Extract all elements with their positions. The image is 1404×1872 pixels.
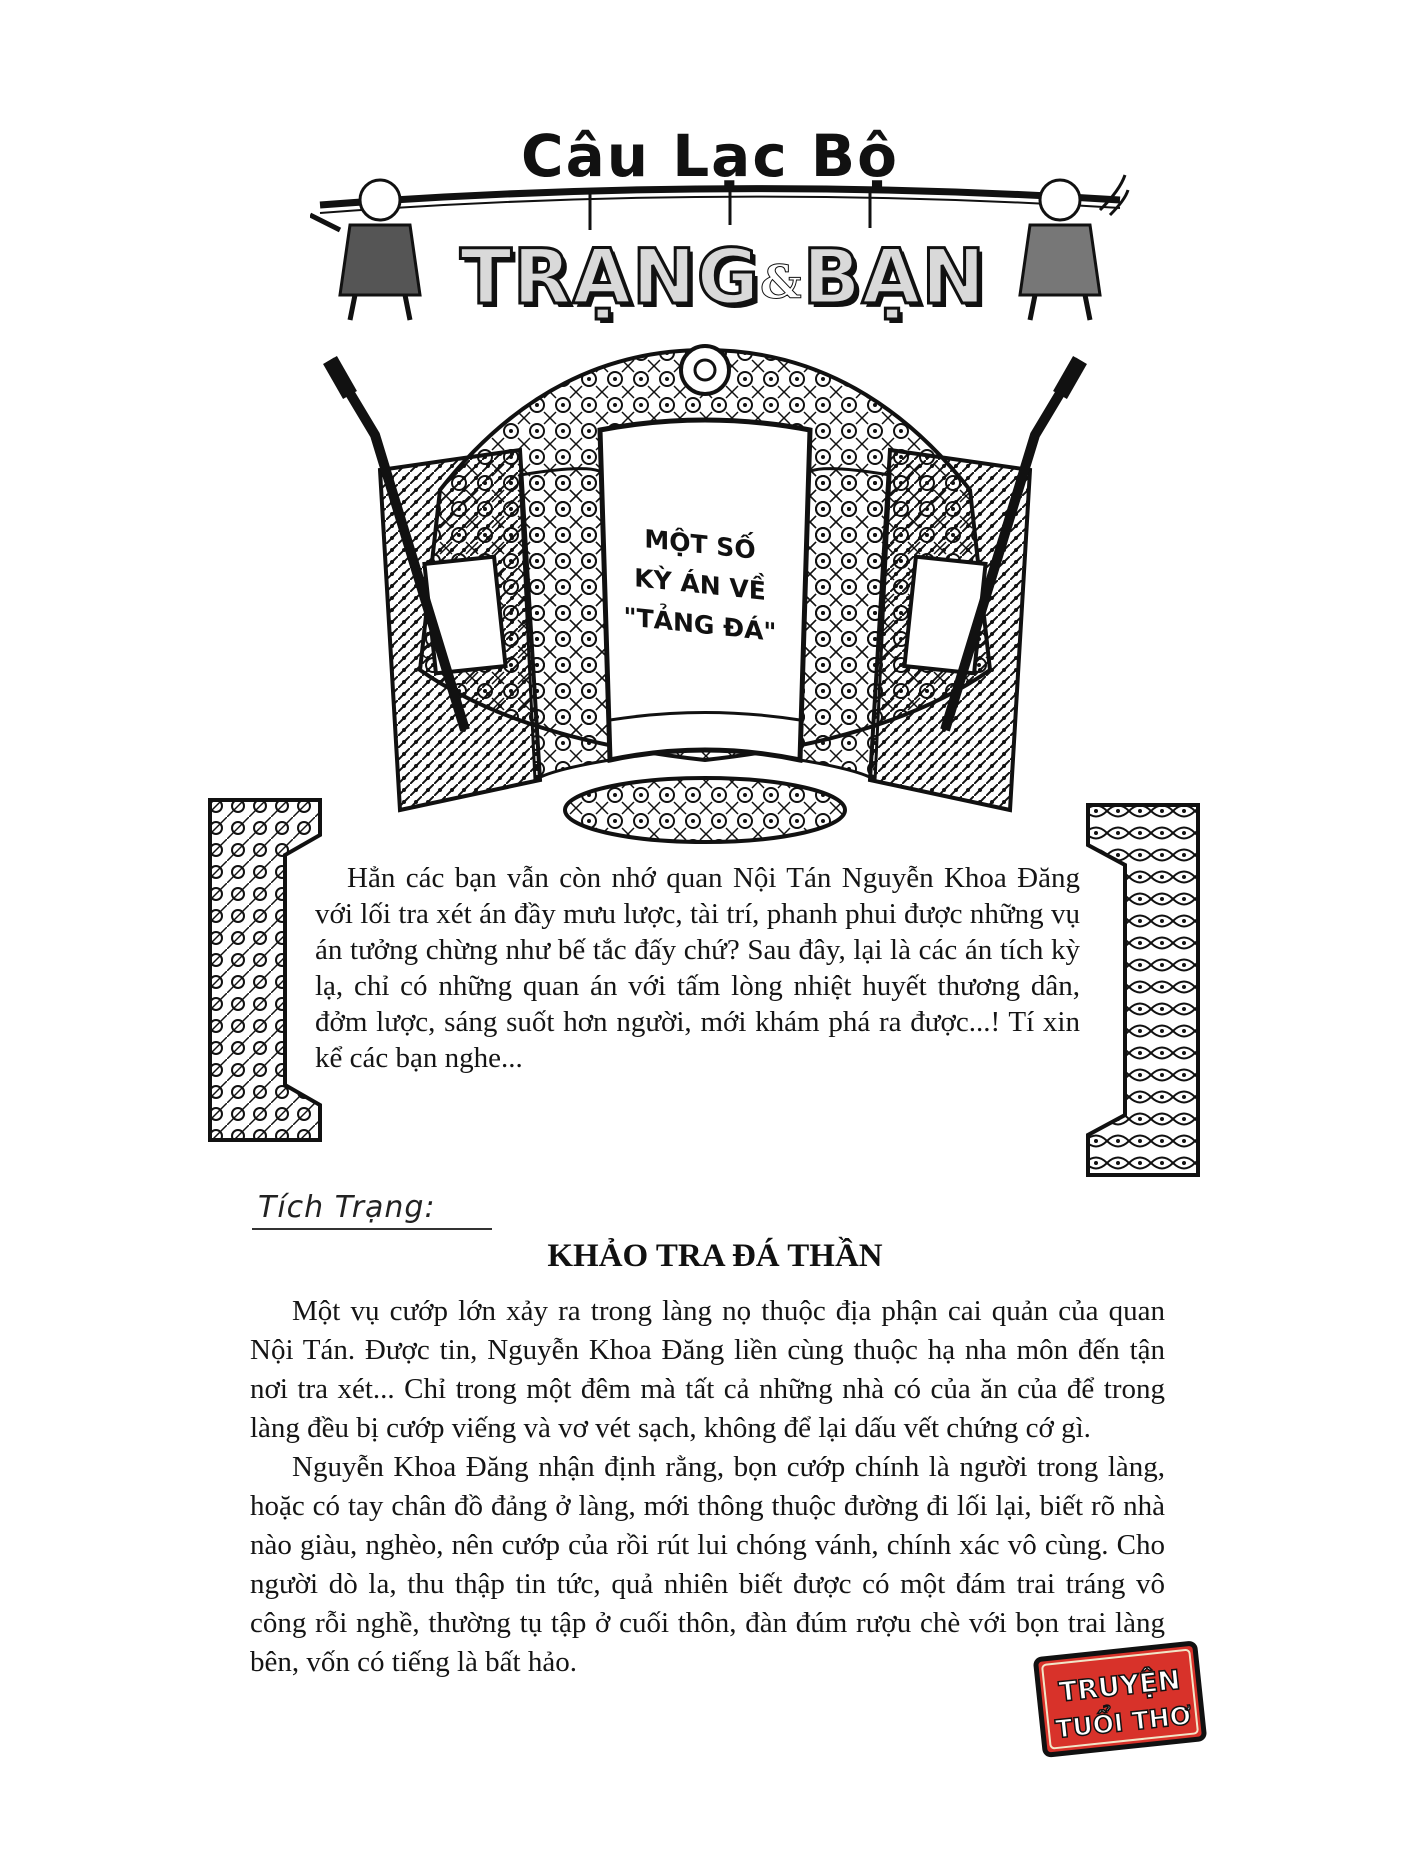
intro-paragraph [315, 860, 1080, 1076]
truyen-tuoi-tho-logo [1031, 1636, 1211, 1761]
story-paragraph-1: Một vụ cướp lớn xảy ra trong làng nọ thuộc địa phận cai quản của quan Nội Tán. Được tin, Nguyễn Khoa Đăng liền cùng thuộc hạ nha môn đến tận nơi tra xét... Chỉ trong một đêm mà tất cả những nhà có của ăn của để trong làng đều bị cướp viếng và vơ vét sạch, không để lại dấu vết chứng cớ gì. [250, 1295, 1165, 1444]
emblem-line-2: KỲ ÁN VỀ [634, 563, 766, 606]
story-body [250, 1292, 1165, 1682]
section-label-underline [252, 1228, 492, 1230]
watermark-line-1: TRUYỆN [1057, 1664, 1182, 1709]
right-ornamental-panel [1085, 800, 1203, 1180]
brand-ampersand: & [760, 255, 803, 309]
brand-word-1: TRẠNG [460, 232, 761, 321]
club-title: Câu Lạc Bộ [521, 122, 899, 190]
intro-text: Hẳn các bạn vẫn còn nhớ quan Nội Tán Nguyễn Khoa Đăng với lối tra xét án đầy mưu lược, tài trí, phanh phui được những vụ án tưởng chừng như bế tắc đấy chứ? Sau đây, lại là các án tích kỳ lạ, chỉ có những quan án với tấm lòng nhiệt huyết thương dân, đởm lược, sáng suốt hơn người, mới khám phá ra được...! Tí xin kể các bạn nghe... [315, 862, 1080, 1074]
section-label: Tích Trạng: [258, 1190, 436, 1225]
emblem-caption [610, 516, 790, 655]
brand-word-2: BẠN [802, 232, 987, 321]
story-title: KHẢO TRA ĐÁ THẦN [547, 1238, 883, 1274]
story-paragraph-2: Nguyễn Khoa Đăng nhận định rằng, bọn cướp chính là người trong làng, hoặc có tay chân đồ đảng ở làng, mới thông thuộc đường đi lối lại, biết rõ nhà nào giàu, nghèo, nên cướp của rồi rút lui chóng vánh, chính xác vô cùng. Cho người dò la, thu thập tin tức, quả nhiên biết được có một đám trai tráng vô công rỗi nghề, thường tụ tập ở cuối thôn, đàn đúm rượu chè với bọn trai làng bên, vốn có tiếng là bất hảo. [250, 1451, 1165, 1678]
brand-title [460, 232, 987, 321]
emblem-line-1: MỘT SỐ [644, 524, 756, 565]
watermark-line-2: TUỔI THƠ [1054, 1700, 1193, 1744]
left-ornamental-panel [205, 795, 325, 1145]
emblem-line-3: "TẢNG ĐÁ" [623, 601, 777, 648]
